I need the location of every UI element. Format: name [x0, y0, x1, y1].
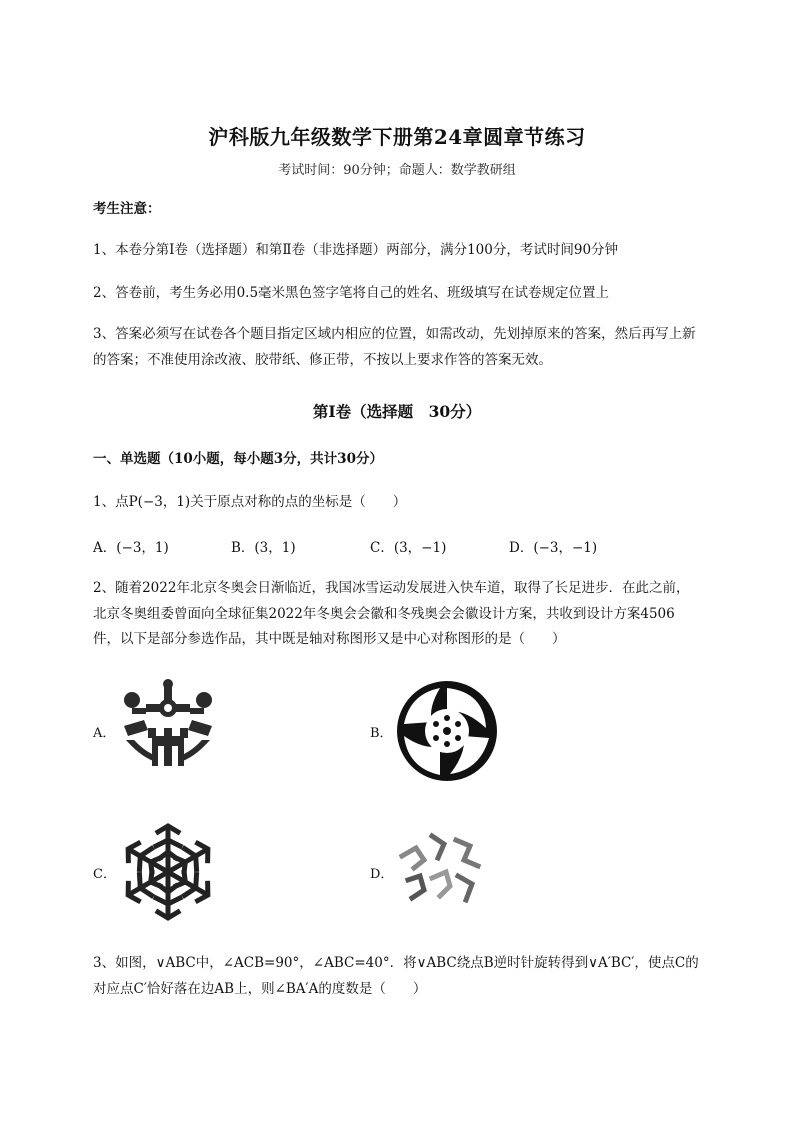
emblem-d-icon: [394, 826, 488, 912]
section-title: 第I卷（选择题 30分）: [312, 402, 482, 421]
q2-option-d-label: D．: [370, 867, 394, 882]
question-3-line-2: 对应点C′恰好落在边AB上，则∠BA′A的度数是（ ）: [93, 981, 427, 997]
notice-item-3-cont: 的答案；不准使用涂改液、胶带纸、修正带，不按以上要求作答的答案无效。: [93, 352, 552, 368]
q1-option-a: A．(−3，1): [93, 540, 169, 556]
question-2-line-1: 2、随着2022年北京冬奥会日渐临近，我国冰雪运动发展进入快车道，取得了长足进步．在此之前，: [93, 580, 690, 596]
question-3-line-1: 3、如图，∨ABC中，∠ACB=90°，∠ABC=40°．将∨ABC绕点B逆时针旋转得到∨A′BC′，使点C的: [93, 955, 699, 971]
page-title: 沪科版九年级数学下册第24章圆章节练习: [208, 125, 586, 149]
exam-info: 考试时间：90分钟；命题人：数学教研组: [278, 163, 516, 178]
emblem-a-icon: [118, 678, 218, 783]
question-1: 1、点P(−3，1)关于原点对称的点的坐标是（ ）: [93, 494, 407, 510]
notice-item-1: 1、本卷分第I卷（选择题）和第Ⅱ卷（非选择题）两部分，满分100分，考试时间90分钟: [93, 242, 619, 258]
emblem-b-icon: [394, 678, 500, 784]
q1-option-c: C．(3，−1): [370, 540, 447, 556]
notice-heading: 考生注意：: [93, 201, 161, 217]
question-2-line-2: 北京冬奥组委曾面向全球征集2022年冬奥会会徽和冬残奥会会徽设计方案，共收到设计方案4506: [93, 606, 675, 622]
question-2-line-3: 件，以下是部分参选作品，其中既是轴对称图形又是中心对称图形的是（ ）: [93, 631, 566, 647]
q1-option-d: D．(−3，−1): [509, 540, 598, 556]
part-heading: 一、单选题（10小题，每小题3分，共计30分）: [93, 451, 383, 467]
q2-option-c-label: C．: [93, 867, 116, 882]
notice-item-2: 2、答卷前，考生务必用0.5毫米黑色签字笔将自己的姓名、班级填写在试卷规定位置上: [93, 285, 610, 301]
q2-option-a-label: A．: [93, 726, 116, 741]
emblem-c-icon: [118, 822, 218, 922]
q2-option-b-label: B．: [370, 726, 393, 741]
q1-option-b: B．(3，1): [231, 540, 296, 556]
notice-item-3: 3、答案必须写在试卷各个题目指定区域内相应的位置，如需改动，先划掉原来的答案，然后再写上新: [93, 326, 696, 342]
